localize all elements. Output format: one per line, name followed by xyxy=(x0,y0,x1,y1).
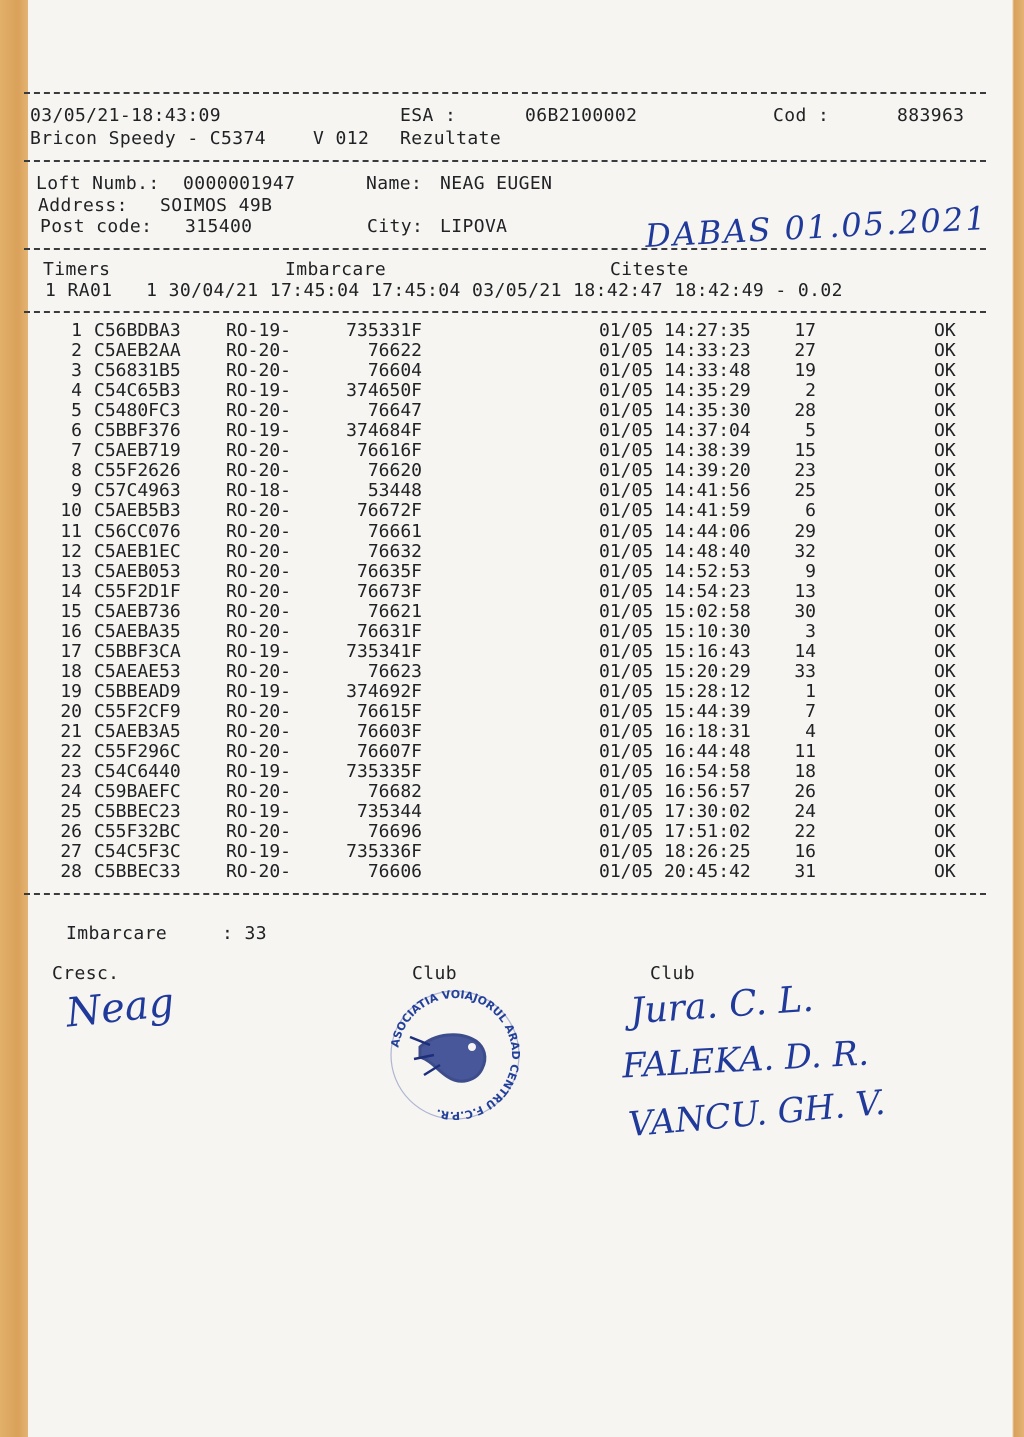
status-ok: OK xyxy=(934,360,956,382)
status-ok: OK xyxy=(934,420,956,442)
ring-prefix: RO-20- xyxy=(226,781,292,803)
ring-prefix: RO-19- xyxy=(226,801,292,823)
position: 25 xyxy=(794,480,816,502)
ring-code: C5AEB5B3 xyxy=(94,500,181,522)
table-row xyxy=(44,420,974,440)
timers-label: Timers xyxy=(43,259,111,280)
ring-number: 374684F xyxy=(346,420,422,442)
row-index: 4 xyxy=(71,380,82,402)
arrival-datetime: 01/05 17:30:02 xyxy=(599,801,751,823)
signature-club-1: Jura. C. L. xyxy=(628,978,815,1033)
table-row xyxy=(44,480,974,500)
status-ok: OK xyxy=(934,560,956,582)
ring-number: 735336F xyxy=(346,841,422,863)
row-index: 28 xyxy=(60,861,82,883)
cod-label: Cod : xyxy=(773,105,830,126)
status-ok: OK xyxy=(934,861,956,883)
table-row xyxy=(44,561,974,581)
ring-code: C55F2D1F xyxy=(94,580,181,602)
ring-code: C54C6440 xyxy=(94,761,181,783)
separator-top xyxy=(24,92,986,94)
ring-code: C56CC076 xyxy=(94,520,181,542)
ring-number: 76616F xyxy=(356,440,422,462)
position: 33 xyxy=(794,660,816,682)
ring-code: C5BBEC33 xyxy=(94,861,181,883)
arrival-datetime: 01/05 14:48:40 xyxy=(599,540,751,562)
handwritten-note: DABAS 01.05.2021 xyxy=(644,199,989,255)
device-name: Bricon Speedy - C5374 xyxy=(30,128,266,149)
total-imbarcare-value: : 33 xyxy=(222,923,267,944)
cresc-label: Cresc. xyxy=(52,963,120,984)
arrival-datetime: 01/05 16:54:58 xyxy=(599,761,751,783)
ring-prefix: RO-18- xyxy=(226,480,292,502)
ring-prefix: RO-20- xyxy=(226,660,292,682)
ring-prefix: RO-19- xyxy=(226,761,292,783)
loft-label: Loft Numb.: xyxy=(36,173,160,194)
ring-prefix: RO-19- xyxy=(226,420,292,442)
ring-number: 76620 xyxy=(367,460,422,482)
signature-club-3: VANCU. GH. V. xyxy=(626,1082,887,1146)
status-ok: OK xyxy=(934,380,956,402)
ring-prefix: RO-20- xyxy=(226,560,292,582)
arrival-datetime: 01/05 14:41:56 xyxy=(599,480,751,502)
position: 17 xyxy=(794,320,816,341)
ring-number: 76647 xyxy=(367,400,422,422)
ring-code: C56BDBA3 xyxy=(94,320,181,341)
position: 3 xyxy=(805,620,816,642)
ring-prefix: RO-20- xyxy=(226,340,292,362)
ring-prefix: RO-19- xyxy=(226,841,292,863)
ring-code: C56831B5 xyxy=(94,360,181,382)
ring-number: 735341F xyxy=(346,640,422,662)
ring-code: C5BBF376 xyxy=(94,420,181,442)
table-row xyxy=(44,821,974,841)
ring-number: 735344 xyxy=(356,801,422,823)
status-ok: OK xyxy=(934,801,956,823)
arrival-datetime: 01/05 14:52:53 xyxy=(599,560,751,582)
arrival-datetime: 01/05 15:20:29 xyxy=(599,660,751,682)
row-index: 10 xyxy=(60,500,82,522)
status-ok: OK xyxy=(934,440,956,462)
status-ok: OK xyxy=(934,520,956,542)
row-index: 18 xyxy=(60,660,82,682)
loft-value: 0000001947 xyxy=(183,173,296,194)
ring-prefix: RO-19- xyxy=(226,380,292,402)
ring-code: C5AEB719 xyxy=(94,440,181,462)
arrival-datetime: 01/05 15:16:43 xyxy=(599,640,751,662)
name-label: Name: xyxy=(366,173,423,194)
table-row xyxy=(44,541,974,561)
position: 2 xyxy=(805,380,816,402)
table-row xyxy=(44,681,974,701)
row-index: 23 xyxy=(60,761,82,783)
ring-prefix: RO-20- xyxy=(226,700,292,722)
row-index: 6 xyxy=(71,420,82,442)
position: 1 xyxy=(805,680,816,702)
club-label-2: Club xyxy=(650,963,695,984)
ring-prefix: RO-20- xyxy=(226,460,292,482)
arrival-datetime: 01/05 14:44:06 xyxy=(599,520,751,542)
status-ok: OK xyxy=(934,640,956,662)
position: 27 xyxy=(794,340,816,362)
report-datetime: 03/05/21-18:43:09 xyxy=(30,105,222,126)
signature-club-2: FALEKA. D. R. xyxy=(621,1033,870,1087)
ring-prefix: RO-20- xyxy=(226,540,292,562)
status-ok: OK xyxy=(934,721,956,742)
arrival-datetime: 01/05 15:44:39 xyxy=(599,700,751,722)
post-code-value: 315400 xyxy=(185,216,253,237)
ring-code: C5AEB3A5 xyxy=(94,721,181,742)
status-ok: OK xyxy=(934,460,956,482)
row-index: 1 xyxy=(71,320,82,341)
arrival-datetime: 01/05 14:41:59 xyxy=(599,500,751,522)
row-index: 7 xyxy=(71,440,82,462)
position: 11 xyxy=(794,741,816,763)
arrival-datetime: 01/05 15:28:12 xyxy=(599,680,751,702)
arrival-datetime: 01/05 14:35:30 xyxy=(599,400,751,422)
esa-label: ESA : xyxy=(400,105,457,126)
ring-code: C5AEB1EC xyxy=(94,540,181,562)
separator-loft xyxy=(24,248,986,250)
table-row xyxy=(44,861,974,881)
ring-code: C55F2626 xyxy=(94,460,181,482)
separator-header xyxy=(24,160,986,162)
ring-prefix: RO-20- xyxy=(226,721,292,742)
ring-prefix: RO-20- xyxy=(226,440,292,462)
imbarcare-label: Imbarcare xyxy=(285,259,387,280)
ring-prefix: RO-20- xyxy=(226,741,292,763)
total-imbarcare-label: Imbarcare xyxy=(66,923,168,944)
ring-code: C54C5F3C xyxy=(94,841,181,863)
ring-number: 735335F xyxy=(346,761,422,783)
arrival-datetime: 01/05 14:33:23 xyxy=(599,340,751,362)
ring-code: C5BBEC23 xyxy=(94,801,181,823)
row-index: 17 xyxy=(60,640,82,662)
table-row xyxy=(44,721,974,741)
arrival-datetime: 01/05 20:45:42 xyxy=(599,861,751,883)
position: 28 xyxy=(794,400,816,422)
row-index: 5 xyxy=(71,400,82,422)
status-ok: OK xyxy=(934,821,956,843)
ring-code: C5BBF3CA xyxy=(94,640,181,662)
timer-line: 1 RA01 1 30/04/21 17:45:04 17:45:04 03/05/21 18:42:47 18:42:49 - 0.02 xyxy=(45,280,843,301)
arrival-datetime: 01/05 14:37:04 xyxy=(599,420,751,442)
table-row xyxy=(44,340,974,360)
arrival-datetime: 01/05 16:18:31 xyxy=(599,721,751,742)
position: 23 xyxy=(794,460,816,482)
row-index: 22 xyxy=(60,741,82,763)
row-index: 25 xyxy=(60,801,82,823)
signature-cresc: Neag xyxy=(63,979,177,1037)
position: 16 xyxy=(794,841,816,863)
table-row xyxy=(44,581,974,601)
ring-number: 76661 xyxy=(367,520,422,542)
ring-code: C5AEB736 xyxy=(94,600,181,622)
ring-number: 76604 xyxy=(367,360,422,382)
ring-code: C5BBEAD9 xyxy=(94,680,181,702)
arrival-datetime: 01/05 14:39:20 xyxy=(599,460,751,482)
row-index: 20 xyxy=(60,700,82,722)
ring-code: C55F2CF9 xyxy=(94,700,181,722)
row-index: 24 xyxy=(60,781,82,803)
position: 5 xyxy=(805,420,816,442)
arrival-datetime: 01/05 14:54:23 xyxy=(599,580,751,602)
ring-prefix: RO-20- xyxy=(226,821,292,843)
ring-number: 374692F xyxy=(346,680,422,702)
table-row xyxy=(44,841,974,861)
row-index: 16 xyxy=(60,620,82,642)
ring-number: 76623 xyxy=(367,660,422,682)
ring-number: 76673F xyxy=(356,580,422,602)
row-index: 12 xyxy=(60,540,82,562)
citeste-label: Citeste xyxy=(610,259,689,280)
row-index: 2 xyxy=(71,340,82,362)
club-stamp xyxy=(380,985,530,1129)
table-row xyxy=(44,661,974,681)
status-ok: OK xyxy=(934,680,956,702)
table-row xyxy=(44,701,974,721)
table-row xyxy=(44,621,974,641)
club-label-1: Club xyxy=(412,963,457,984)
table-row xyxy=(44,741,974,761)
position: 18 xyxy=(794,761,816,783)
row-index: 8 xyxy=(71,460,82,482)
ring-prefix: RO-20- xyxy=(226,360,292,382)
table-row xyxy=(44,761,974,781)
ring-code: C5AEBA35 xyxy=(94,620,181,642)
name-value: NEAG EUGEN xyxy=(440,173,553,194)
arrival-datetime: 01/05 18:26:25 xyxy=(599,841,751,863)
arrival-datetime: 01/05 14:27:35 xyxy=(599,320,751,341)
status-ok: OK xyxy=(934,741,956,763)
ring-number: 76696 xyxy=(367,821,422,843)
ring-number: 76632 xyxy=(367,540,422,562)
separator-timers xyxy=(24,311,986,313)
ring-number: 76603F xyxy=(356,721,422,742)
status-ok: OK xyxy=(934,340,956,362)
ring-number: 76635F xyxy=(356,560,422,582)
status-ok: OK xyxy=(934,761,956,783)
position: 19 xyxy=(794,360,816,382)
separator-bottom xyxy=(24,893,986,895)
ring-code: C5AEB053 xyxy=(94,560,181,582)
city-value: LIPOVA xyxy=(440,216,508,237)
status-ok: OK xyxy=(934,600,956,622)
status-ok: OK xyxy=(934,700,956,722)
table-row xyxy=(44,360,974,380)
position: 13 xyxy=(794,580,816,602)
position: 31 xyxy=(794,861,816,883)
row-index: 13 xyxy=(60,560,82,582)
status-ok: OK xyxy=(934,480,956,502)
city-label: City: xyxy=(367,216,424,237)
position: 9 xyxy=(805,560,816,582)
post-code-label: Post code: xyxy=(40,216,153,237)
table-row xyxy=(44,400,974,420)
arrival-datetime: 01/05 16:44:48 xyxy=(599,741,751,763)
status-ok: OK xyxy=(934,540,956,562)
status-ok: OK xyxy=(934,620,956,642)
arrival-datetime: 01/05 17:51:02 xyxy=(599,821,751,843)
arrival-datetime: 01/05 14:33:48 xyxy=(599,360,751,382)
status-ok: OK xyxy=(934,841,956,863)
ring-prefix: RO-19- xyxy=(226,320,292,341)
ring-prefix: RO-20- xyxy=(226,861,292,883)
position: 6 xyxy=(805,500,816,522)
stamp-text: ASOCIATIA VOIAJORUL ARAD CENTRU F.C.P.R. xyxy=(388,987,523,1123)
table-row xyxy=(44,801,974,821)
table-row xyxy=(44,781,974,801)
ring-number: 76622 xyxy=(367,340,422,362)
table-row xyxy=(44,601,974,621)
ring-code: C5480FC3 xyxy=(94,400,181,422)
row-index: 9 xyxy=(71,480,82,502)
cod-value: 883963 xyxy=(897,105,965,126)
status-ok: OK xyxy=(934,580,956,602)
status-ok: OK xyxy=(934,400,956,422)
ring-prefix: RO-20- xyxy=(226,400,292,422)
position: 29 xyxy=(794,520,816,542)
arrival-datetime: 01/05 16:56:57 xyxy=(599,781,751,803)
position: 22 xyxy=(794,821,816,843)
table-row xyxy=(44,440,974,460)
address-value: SOIMOS 49B xyxy=(160,195,273,216)
position: 24 xyxy=(794,801,816,823)
arrival-datetime: 01/05 14:38:39 xyxy=(599,440,751,462)
row-index: 14 xyxy=(60,580,82,602)
ring-number: 374650F xyxy=(346,380,422,402)
table-row xyxy=(44,500,974,520)
ring-code: C59BAEFC xyxy=(94,781,181,803)
status-ok: OK xyxy=(934,660,956,682)
table-row xyxy=(44,521,974,541)
position: 26 xyxy=(794,781,816,803)
position: 4 xyxy=(805,721,816,742)
ring-number: 76631F xyxy=(356,620,422,642)
status-ok: OK xyxy=(934,500,956,522)
ring-number: 76606 xyxy=(367,861,422,883)
row-index: 21 xyxy=(60,721,82,742)
ring-number: 53448 xyxy=(367,480,422,502)
ring-number: 76621 xyxy=(367,600,422,622)
row-index: 11 xyxy=(60,520,82,542)
ring-prefix: RO-19- xyxy=(226,640,292,662)
position: 14 xyxy=(794,640,816,662)
table-row xyxy=(44,320,974,340)
ring-prefix: RO-20- xyxy=(226,620,292,642)
device-version: V 012 xyxy=(313,128,370,149)
arrival-datetime: 01/05 15:10:30 xyxy=(599,620,751,642)
position: 32 xyxy=(794,540,816,562)
ring-number: 76672F xyxy=(356,500,422,522)
ring-number: 735331F xyxy=(346,320,422,341)
row-index: 27 xyxy=(60,841,82,863)
ring-number: 76607F xyxy=(356,741,422,763)
ring-code: C55F32BC xyxy=(94,821,181,843)
ring-prefix: RO-20- xyxy=(226,520,292,542)
row-index: 26 xyxy=(60,821,82,843)
ring-code: C54C65B3 xyxy=(94,380,181,402)
table-row xyxy=(44,460,974,480)
esa-value: 06B2100002 xyxy=(525,105,638,126)
ring-number: 76682 xyxy=(367,781,422,803)
position: 15 xyxy=(794,440,816,462)
arrival-datetime: 01/05 14:35:29 xyxy=(599,380,751,402)
row-index: 3 xyxy=(71,360,82,382)
address-label: Address: xyxy=(38,195,128,216)
ring-prefix: RO-20- xyxy=(226,580,292,602)
position: 7 xyxy=(805,700,816,722)
arrival-datetime: 01/05 15:02:58 xyxy=(599,600,751,622)
ring-prefix: RO-19- xyxy=(226,680,292,702)
status-ok: OK xyxy=(934,320,956,341)
row-index: 19 xyxy=(60,680,82,702)
report-type: Rezultate xyxy=(400,128,502,149)
ring-prefix: RO-20- xyxy=(226,500,292,522)
ring-code: C55F296C xyxy=(94,741,181,763)
table-row xyxy=(44,380,974,400)
ring-number: 76615F xyxy=(356,700,422,722)
status-ok: OK xyxy=(934,781,956,803)
pigeon-emblem-icon xyxy=(410,1035,485,1081)
ring-prefix: RO-20- xyxy=(226,600,292,622)
row-index: 15 xyxy=(60,600,82,622)
table-row xyxy=(44,641,974,661)
ring-code: C5AEAE53 xyxy=(94,660,181,682)
position: 30 xyxy=(794,600,816,622)
ring-code: C5AEB2AA xyxy=(94,340,181,362)
ring-code: C57C4963 xyxy=(94,480,181,502)
